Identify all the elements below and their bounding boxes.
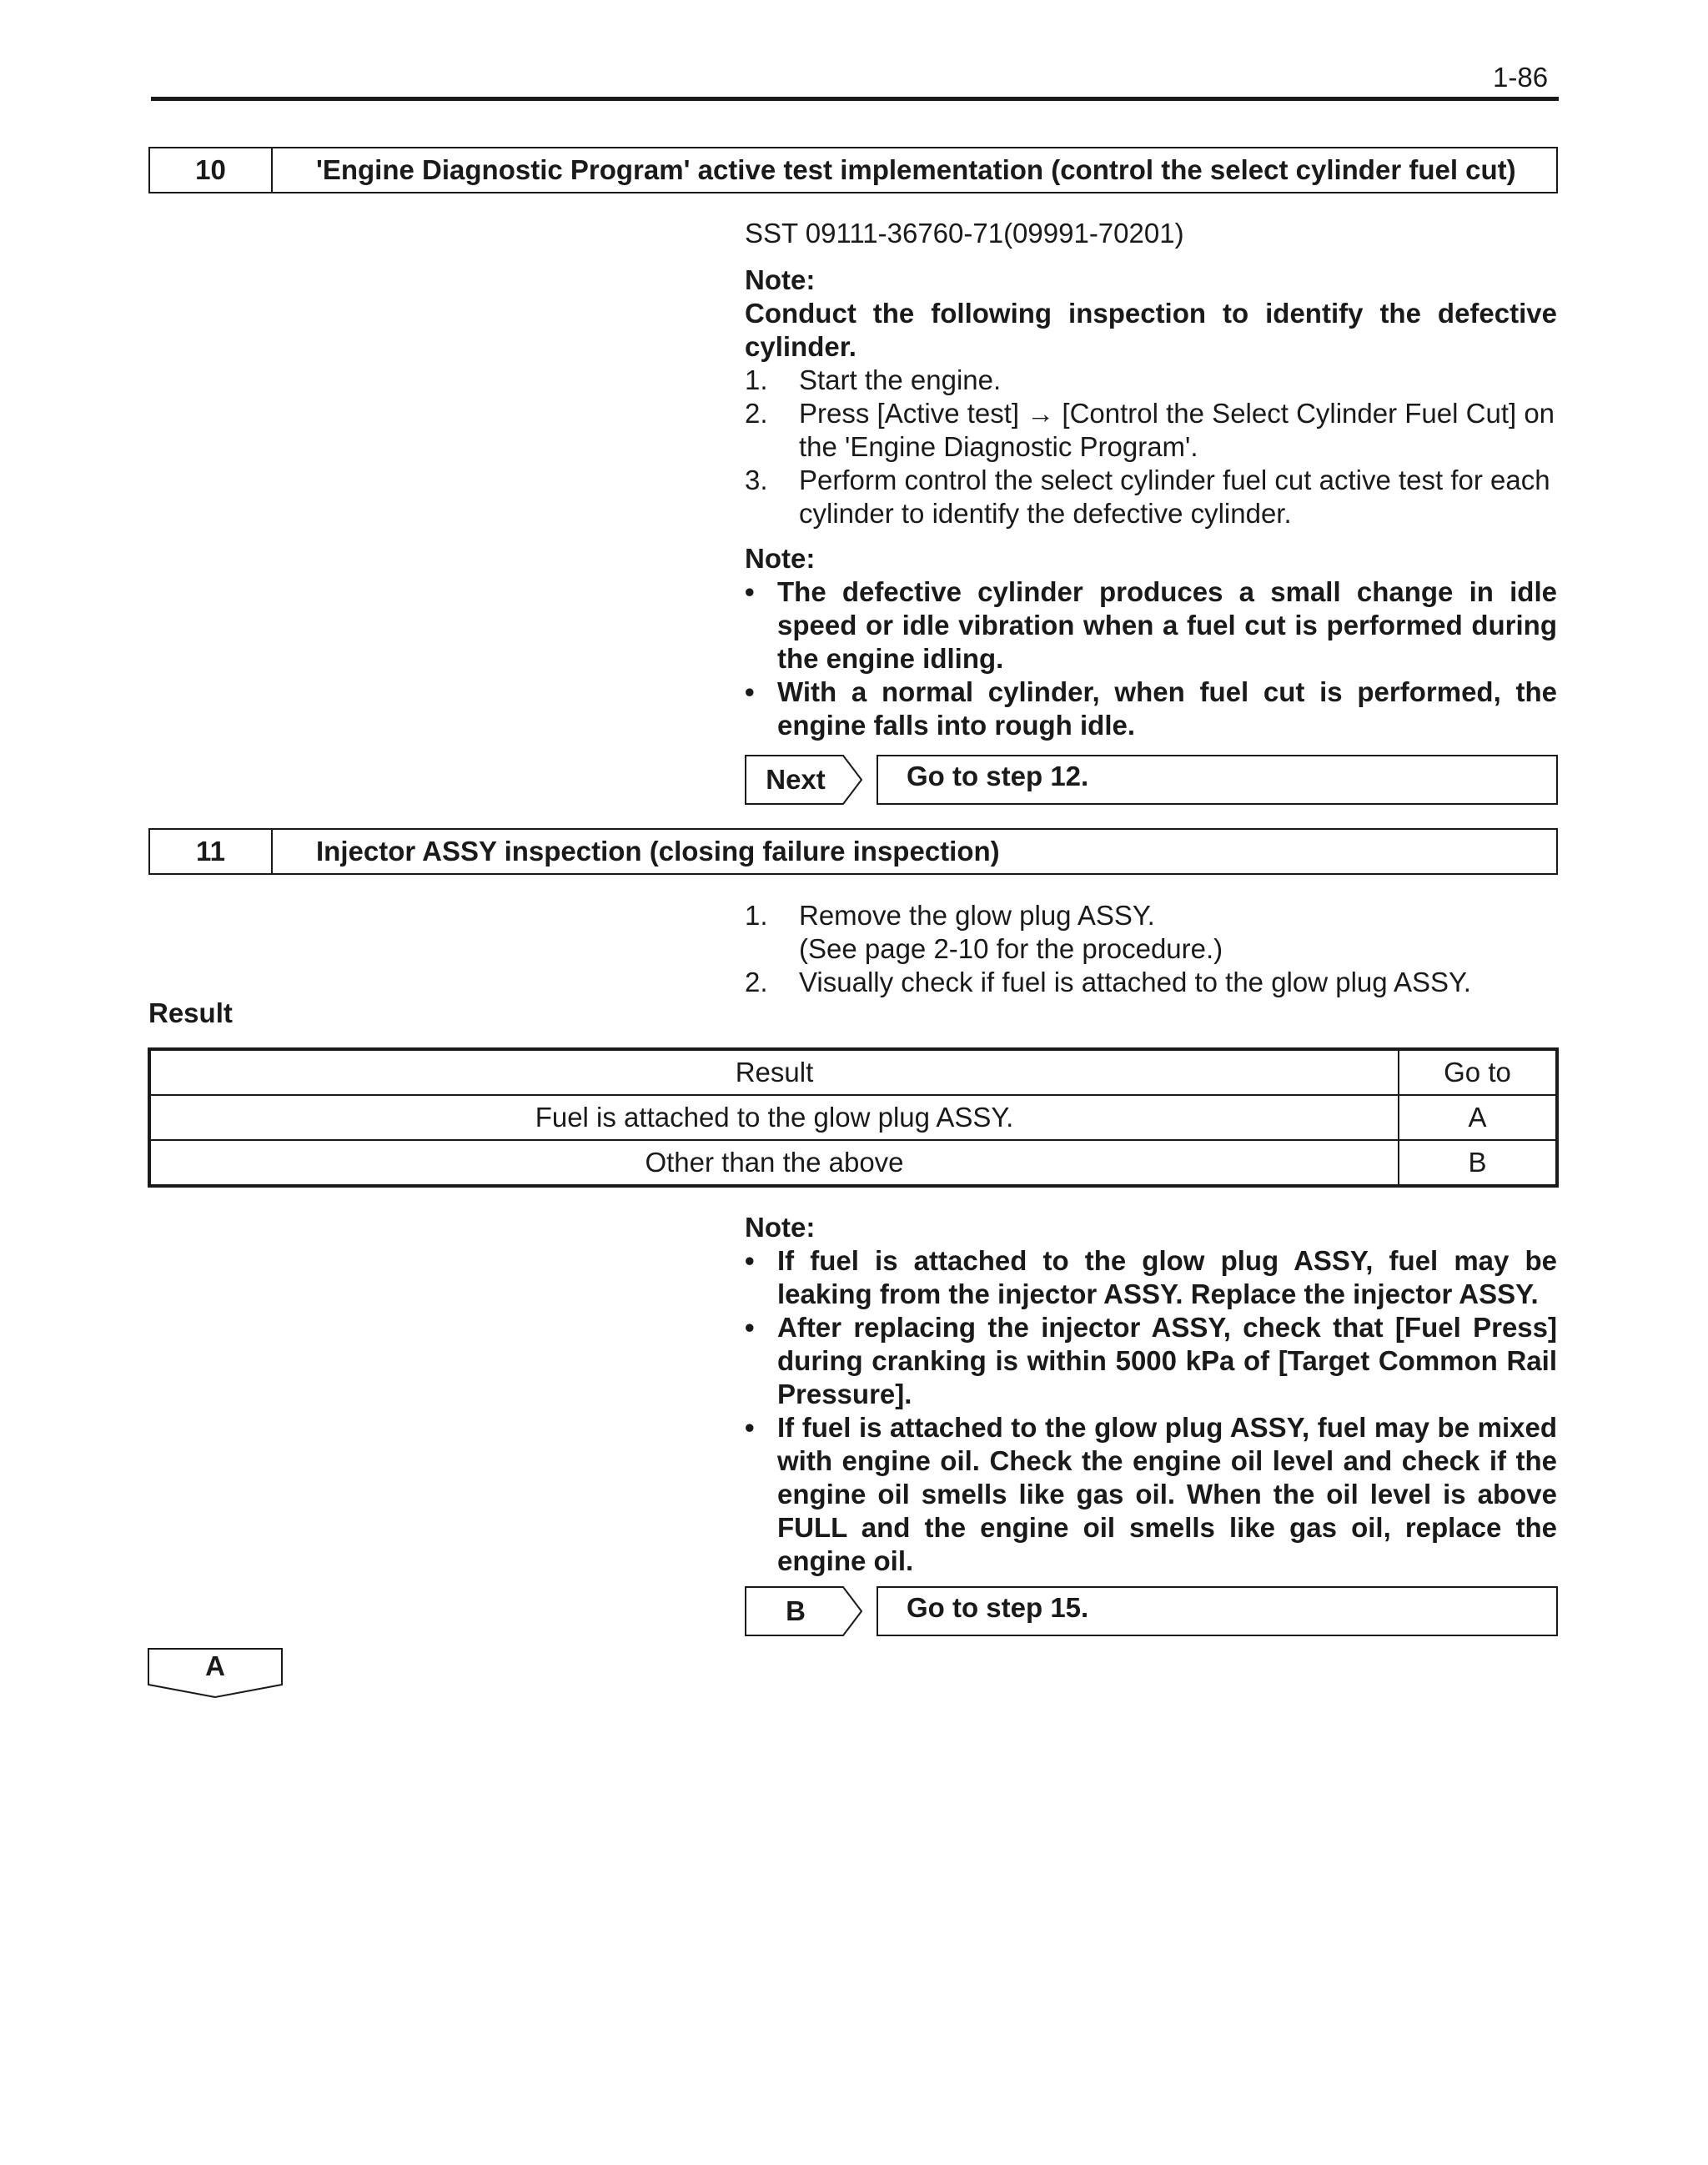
bullet-item bbox=[745, 1244, 1557, 1311]
step-10-header bbox=[148, 147, 1558, 193]
bullet-text: If fuel is attached to the glow plug ASSY, fuel may be mixed with engine oil. Check the engine oil level and check if the engine oil smells like gas oil. When the oil level is above FULL and the engine oil smells like gas oil, replace the engine oil. bbox=[777, 1412, 1557, 1576]
step-10-body bbox=[745, 217, 1557, 742]
step-11-header bbox=[148, 828, 1558, 875]
bullet-icon: • bbox=[745, 1245, 755, 1276]
next-branch bbox=[745, 755, 1558, 805]
list-item bbox=[745, 397, 1557, 464]
note-text: Conduct the following inspection to identify the defective cylinder. bbox=[745, 298, 1557, 362]
list-number bbox=[745, 932, 799, 966]
table-cell: Other than the above bbox=[149, 1140, 1399, 1186]
list-text: Press [Active test] → [Control the Select Cylinder Fuel Cut] on the 'Engine Diagnostic Program'. bbox=[799, 398, 1555, 462]
bullet-icon: • bbox=[745, 1312, 755, 1343]
list-number: 1. bbox=[745, 364, 768, 395]
next-tag bbox=[745, 755, 863, 805]
bullet-icon: • bbox=[745, 676, 755, 707]
bullet-text: After replacing the injector ASSY, check that [Fuel Press] during cranking is within 5000 kPa of [Target Common Rail Pressure]. bbox=[777, 1312, 1557, 1409]
goto-step-15: Go to step 15. bbox=[877, 1586, 1558, 1636]
bullet-item bbox=[745, 1311, 1557, 1411]
list-text: Remove the glow plug ASSY. bbox=[799, 900, 1155, 931]
note-label: Note: bbox=[745, 543, 816, 574]
a-tag-label: A bbox=[205, 1650, 225, 1681]
list-number: 2. bbox=[745, 967, 768, 997]
b-branch bbox=[745, 1586, 1558, 1636]
sst-line: SST 09111-36760-71(09991-70201) bbox=[745, 218, 1184, 249]
list-number: 1. bbox=[745, 900, 768, 931]
list-text: Perform control the select cylinder fuel cut active test for each cylinder to identify the defective cylinder. bbox=[799, 465, 1550, 529]
table-cell: Fuel is attached to the glow plug ASSY. bbox=[149, 1095, 1399, 1140]
bullet-icon: • bbox=[745, 1412, 755, 1443]
table-row bbox=[149, 1140, 1557, 1186]
b-tag bbox=[745, 1586, 863, 1636]
list-item bbox=[745, 966, 1557, 999]
list-item bbox=[745, 899, 1557, 932]
table-cell: A bbox=[1399, 1095, 1557, 1140]
list-text: Visually check if fuel is attached to the glow plug ASSY. bbox=[799, 967, 1471, 997]
bullet-text: With a normal cylinder, when fuel cut is performed, the engine falls into rough idle. bbox=[777, 676, 1557, 741]
step-11-note bbox=[745, 1211, 1557, 1578]
table-header: Result bbox=[149, 1049, 1399, 1095]
next-tag-label: Next bbox=[766, 764, 826, 795]
note-label: Note: bbox=[745, 264, 816, 295]
step-number: 11 bbox=[150, 830, 273, 873]
bullet-text: The defective cylinder produces a small change in idle speed or idle vibration when a fuel cut is performed during the engine idling. bbox=[777, 576, 1557, 674]
table-cell: B bbox=[1399, 1140, 1557, 1186]
table-header: Go to bbox=[1399, 1049, 1557, 1095]
list-number: 2. bbox=[745, 398, 768, 429]
result-table bbox=[148, 1047, 1559, 1188]
list-item bbox=[745, 364, 1557, 397]
list-item bbox=[745, 932, 1557, 966]
list-text: (See page 2-10 for the procedure.) bbox=[799, 933, 1223, 964]
table-row bbox=[149, 1095, 1557, 1140]
bullet-icon: • bbox=[745, 576, 755, 607]
step-11-body bbox=[745, 899, 1557, 999]
header-rule bbox=[151, 97, 1559, 101]
goto-step-12: Go to step 12. bbox=[877, 755, 1558, 805]
step-title: 'Engine Diagnostic Program' active test implementation (control the select cylinder fuel cut) bbox=[316, 154, 1516, 185]
step-title: Injector ASSY inspection (closing failure inspection) bbox=[316, 836, 1000, 867]
bullet-item bbox=[745, 1411, 1557, 1578]
table-header-row bbox=[149, 1049, 1557, 1095]
bullet-item bbox=[745, 575, 1557, 676]
note-label: Note: bbox=[745, 1212, 816, 1243]
page-number: 1-86 bbox=[1493, 62, 1549, 93]
a-branch-tag bbox=[148, 1648, 283, 1698]
list-item bbox=[745, 464, 1557, 530]
step-number: 10 bbox=[150, 148, 273, 192]
bullet-text: If fuel is attached to the glow plug ASSY, fuel may be leaking from the injector ASSY. Replace the injector ASSY. bbox=[777, 1245, 1557, 1309]
b-tag-label: B bbox=[786, 1595, 806, 1626]
list-number: 3. bbox=[745, 465, 768, 495]
list-text: Start the engine. bbox=[799, 364, 1002, 395]
bullet-item bbox=[745, 676, 1557, 742]
result-label: Result bbox=[148, 997, 233, 1028]
